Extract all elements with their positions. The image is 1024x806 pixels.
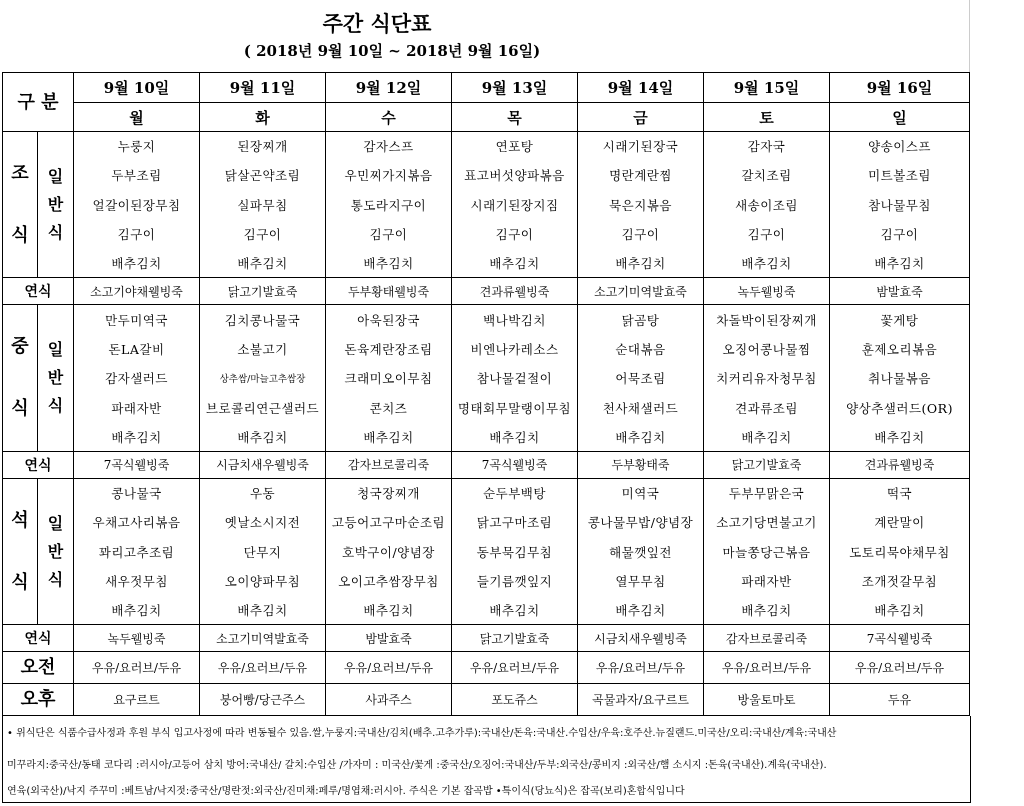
snack-item: 우유/요러브/두유 <box>74 652 200 684</box>
menu-item: 떡국 <box>830 478 970 507</box>
menu-item: 누룽지 <box>74 132 200 161</box>
menu-item: 표고버섯양파볶음 <box>452 161 578 190</box>
porridge-item: 녹두웰빙죽 <box>704 278 830 305</box>
menu-item: 배추김치 <box>74 596 200 625</box>
menu-item: 실파무침 <box>200 190 326 219</box>
menu-item: 꽃게탕 <box>830 305 970 334</box>
menu-item: 두부무맑은국 <box>704 478 830 507</box>
porridge-item: 감자브로콜리죽 <box>326 451 452 478</box>
menu-item: 배추김치 <box>704 422 830 451</box>
porridge-item: 소고기야채웰빙죽 <box>74 278 200 305</box>
menu-item: 참나물겉절이 <box>452 364 578 393</box>
porridge-item: 견과류웰빙죽 <box>452 278 578 305</box>
menu-item: 김구이 <box>74 219 200 248</box>
menu-item: 백나박김치 <box>452 305 578 334</box>
menu-item: 배추김치 <box>452 249 578 278</box>
menu-item: 배추김치 <box>200 596 326 625</box>
menu-item: 된장찌개 <box>200 132 326 161</box>
menu-item: 김치콩나물국 <box>200 305 326 334</box>
menu-item: 배추김치 <box>704 249 830 278</box>
menu-item: 조개젓갈무침 <box>830 566 970 595</box>
menu-item: 배추김치 <box>704 596 830 625</box>
menu-item: 계란말이 <box>830 508 970 537</box>
notes-box <box>2 716 971 803</box>
menu-item: 감자샐러드 <box>74 364 200 393</box>
porridge-item: 소고기미역발효죽 <box>200 625 326 652</box>
note-line: 미꾸라지:중국산/동태 코다리 :러시아/고등어 삼치 방어:국내산/ 갈치:수입산 /가자미 : 미국산/꽃게 :중국산/오징어:국내산/두부:외국산/콩비지 :외국산/햄 소시지 :돈육(국내산).계육(국내산). <box>7 760 827 771</box>
menu-item: 두부조림 <box>74 161 200 190</box>
snack-item: 우유/요러브/두유 <box>704 652 830 684</box>
menu-item: 콩나물무밥/양념장 <box>578 508 704 537</box>
menu-item: 우동 <box>200 478 326 507</box>
menu-item: 도토리묵야채무침 <box>830 537 970 566</box>
porridge-item: 닭고기발효죽 <box>200 278 326 305</box>
menu-item: 명란계란찜 <box>578 161 704 190</box>
menu-item: 배추김치 <box>326 596 452 625</box>
snack-item: 포도쥬스 <box>452 684 578 716</box>
menu-item: 닭고구마조림 <box>452 508 578 537</box>
menu-item: 파래자반 <box>74 393 200 422</box>
menu-item: 배추김치 <box>200 249 326 278</box>
menu-item: 소불고기 <box>200 334 326 363</box>
menu-item: 들기름깻잎지 <box>452 566 578 595</box>
day-header: 목 <box>452 103 578 132</box>
snack-item: 붕어빵/당근주스 <box>200 684 326 716</box>
menu-item: 배추김치 <box>200 422 326 451</box>
snack_pm-label: 오후 <box>3 684 74 716</box>
day-header: 수 <box>326 103 452 132</box>
porridge-label: 연식 <box>3 278 74 305</box>
menu-table <box>2 72 970 716</box>
menu-item: 김구이 <box>704 219 830 248</box>
menu-item: 브로콜리연근샐러드 <box>200 393 326 422</box>
menu-item: 훈제오리볶음 <box>830 334 970 363</box>
divider <box>969 0 970 72</box>
snack-item: 요구르트 <box>74 684 200 716</box>
porridge-item: 닭고기발효죽 <box>452 625 578 652</box>
porridge-item: 녹두웰빙죽 <box>74 625 200 652</box>
day-header: 화 <box>200 103 326 132</box>
menu-item: 콘치즈 <box>326 393 452 422</box>
date-header: 9월 10일 <box>74 73 200 103</box>
menu-item: 마늘쫑당근볶음 <box>704 537 830 566</box>
menu-item: 배추김치 <box>452 422 578 451</box>
breakfast-sublabel: 일 반 식 <box>38 132 74 278</box>
menu-item: 미트볼조림 <box>830 161 970 190</box>
snack-item: 사과주스 <box>326 684 452 716</box>
snack-item: 우유/요러브/두유 <box>326 652 452 684</box>
menu-item: 김구이 <box>326 219 452 248</box>
menu-item: 배추김치 <box>578 249 704 278</box>
snack-item: 우유/요러브/두유 <box>452 652 578 684</box>
menu-item: 배추김치 <box>830 249 970 278</box>
menu-item: 감자스프 <box>326 132 452 161</box>
porridge-item: 소고기미역발효죽 <box>578 278 704 305</box>
snack-item: 우유/요러브/두유 <box>578 652 704 684</box>
dinner-sublabel: 일 반 식 <box>38 478 74 624</box>
snack-item: 방울토마토 <box>704 684 830 716</box>
day-header: 토 <box>704 103 830 132</box>
menu-item: 배추김치 <box>326 422 452 451</box>
porridge-item: 7곡식웰빙죽 <box>74 451 200 478</box>
menu-item: 배추김치 <box>578 422 704 451</box>
menu-item: 시래기된장지짐 <box>452 190 578 219</box>
menu-item: 연포탕 <box>452 132 578 161</box>
menu-item: 오이고추쌈장무침 <box>326 566 452 595</box>
porridge-label: 연식 <box>3 451 74 478</box>
porridge-item: 7곡식웰빙죽 <box>830 625 970 652</box>
date-header: 9월 16일 <box>830 73 970 103</box>
menu-item: 고등어고구마순조림 <box>326 508 452 537</box>
menu-item: 묵은지볶음 <box>578 190 704 219</box>
porridge-item: 감자브로콜리죽 <box>704 625 830 652</box>
page-title: 주간 식단표 <box>322 11 432 36</box>
note-line: • 위식단은 식품수급사정과 후원 부식 입고사정에 따라 변동될수 있음.쌀,누룽지:국내산/김치(배추.고추가루):국내산/돈육:국내산.수입산/우육:호주산.뉴질랜드.미국산/오리:국내산/계육:국내산 <box>7 728 837 739</box>
menu-item: 파래자반 <box>704 566 830 595</box>
menu-item: 비엔나카레소스 <box>452 334 578 363</box>
menu-item: 견과류조림 <box>704 393 830 422</box>
porridge-item: 7곡식웰빙죽 <box>452 451 578 478</box>
snack-item: 우유/요러브/두유 <box>200 652 326 684</box>
menu-item: 해물깻잎전 <box>578 537 704 566</box>
menu-item: 배추김치 <box>578 596 704 625</box>
snack-item: 두유 <box>830 684 970 716</box>
menu-item: 참나물무침 <box>830 190 970 219</box>
menu-item: 명태회무말랭이무침 <box>452 393 578 422</box>
dinner-label: 석 식 <box>3 478 38 624</box>
menu-item: 상추쌈/마늘고추쌈장 <box>200 364 326 393</box>
porridge-label: 연식 <box>3 625 74 652</box>
menu-item: 크래미오이무침 <box>326 364 452 393</box>
porridge-item: 시금치새우웰빙죽 <box>578 625 704 652</box>
menu-item: 차돌박이된장찌개 <box>704 305 830 334</box>
menu-item: 오이양파무침 <box>200 566 326 595</box>
menu-item: 동부묵김무침 <box>452 537 578 566</box>
menu-item: 배추김치 <box>326 249 452 278</box>
day-header: 월 <box>74 103 200 132</box>
date-header: 9월 15일 <box>704 73 830 103</box>
snack-item: 우유/요러브/두유 <box>830 652 970 684</box>
menu-item: 어묵조림 <box>578 364 704 393</box>
menu-item: 배추김치 <box>74 249 200 278</box>
porridge-item: 닭고기발효죽 <box>704 451 830 478</box>
menu-item: 우채고사리볶음 <box>74 508 200 537</box>
breakfast-label: 조 식 <box>3 132 38 278</box>
menu-item: 닭곰탕 <box>578 305 704 334</box>
note-line: 연육(외국산)/낙지 주꾸미 :베트남/낙지젓:중국산/명란젓:외국산/진미채:페루/명엽채:러시아. 주식은 기본 잡곡밥 •특이식(당뇨식)은 잡곡(보리)혼합식입니다 <box>7 786 685 797</box>
menu-item: 양송이스프 <box>830 132 970 161</box>
snack-item: 곡물과자/요구르트 <box>578 684 704 716</box>
menu-item: 만두미역국 <box>74 305 200 334</box>
menu-item: 새송이조림 <box>704 190 830 219</box>
lunch-label: 중 식 <box>3 305 38 451</box>
day-header: 금 <box>578 103 704 132</box>
menu-item: 치커리유자청무침 <box>704 364 830 393</box>
date-header: 9월 13일 <box>452 73 578 103</box>
menu-item: 배추김치 <box>830 422 970 451</box>
menu-item: 돈육계란장조림 <box>326 334 452 363</box>
menu-item: 순대볶음 <box>578 334 704 363</box>
date-header: 9월 14일 <box>578 73 704 103</box>
date-header: 9월 11일 <box>200 73 326 103</box>
menu-item: 갈치조림 <box>704 161 830 190</box>
menu-item: 배추김치 <box>74 422 200 451</box>
menu-item: 우민찌가지볶음 <box>326 161 452 190</box>
menu-item: 돈LA갈비 <box>74 334 200 363</box>
menu-item: 아욱된장국 <box>326 305 452 334</box>
menu-item: 단무지 <box>200 537 326 566</box>
menu-item: 배추김치 <box>830 596 970 625</box>
lunch-sublabel: 일 반 식 <box>38 305 74 451</box>
menu-item: 청국장찌개 <box>326 478 452 507</box>
menu-item: 열무무침 <box>578 566 704 595</box>
period-subtitle: ( 2018년 9월 10일 ~ 2018년 9월 16일) <box>243 42 541 60</box>
snack_am-label: 오전 <box>3 652 74 684</box>
menu-item: 미역국 <box>578 478 704 507</box>
menu-item: 순두부백탕 <box>452 478 578 507</box>
menu-item: 꽈리고추조림 <box>74 537 200 566</box>
menu-item: 통도라지구이 <box>326 190 452 219</box>
porridge-item: 두부황태죽 <box>578 451 704 478</box>
day-header: 일 <box>830 103 970 132</box>
porridge-item: 밤발효죽 <box>830 278 970 305</box>
porridge-item: 견과류웰빙죽 <box>830 451 970 478</box>
menu-item: 옛날소시지전 <box>200 508 326 537</box>
menu-item: 김구이 <box>578 219 704 248</box>
menu-item: 김구이 <box>830 219 970 248</box>
menu-item: 감자국 <box>704 132 830 161</box>
menu-item: 취나물볶음 <box>830 364 970 393</box>
menu-item: 김구이 <box>200 219 326 248</box>
menu-item: 배추김치 <box>452 596 578 625</box>
menu-item: 천사채샐러드 <box>578 393 704 422</box>
menu-item: 호박구이/양념장 <box>326 537 452 566</box>
menu-item: 시래기된장국 <box>578 132 704 161</box>
porridge-item: 두부황태웰빙죽 <box>326 278 452 305</box>
porridge-item: 시금치새우웰빙죽 <box>200 451 326 478</box>
menu-item: 닭살곤약조림 <box>200 161 326 190</box>
menu-item: 소고기당면불고기 <box>704 508 830 537</box>
menu-item: 콩나물국 <box>74 478 200 507</box>
menu-item: 양상추샐러드(OR) <box>830 393 970 422</box>
date-header: 9월 12일 <box>326 73 452 103</box>
category-header: 구 분 <box>3 73 74 132</box>
menu-item: 얼갈이된장무침 <box>74 190 200 219</box>
porridge-item: 밤발효죽 <box>326 625 452 652</box>
menu-item: 새우젓무침 <box>74 566 200 595</box>
menu-item: 김구이 <box>452 219 578 248</box>
menu-item: 오징어콩나물찜 <box>704 334 830 363</box>
